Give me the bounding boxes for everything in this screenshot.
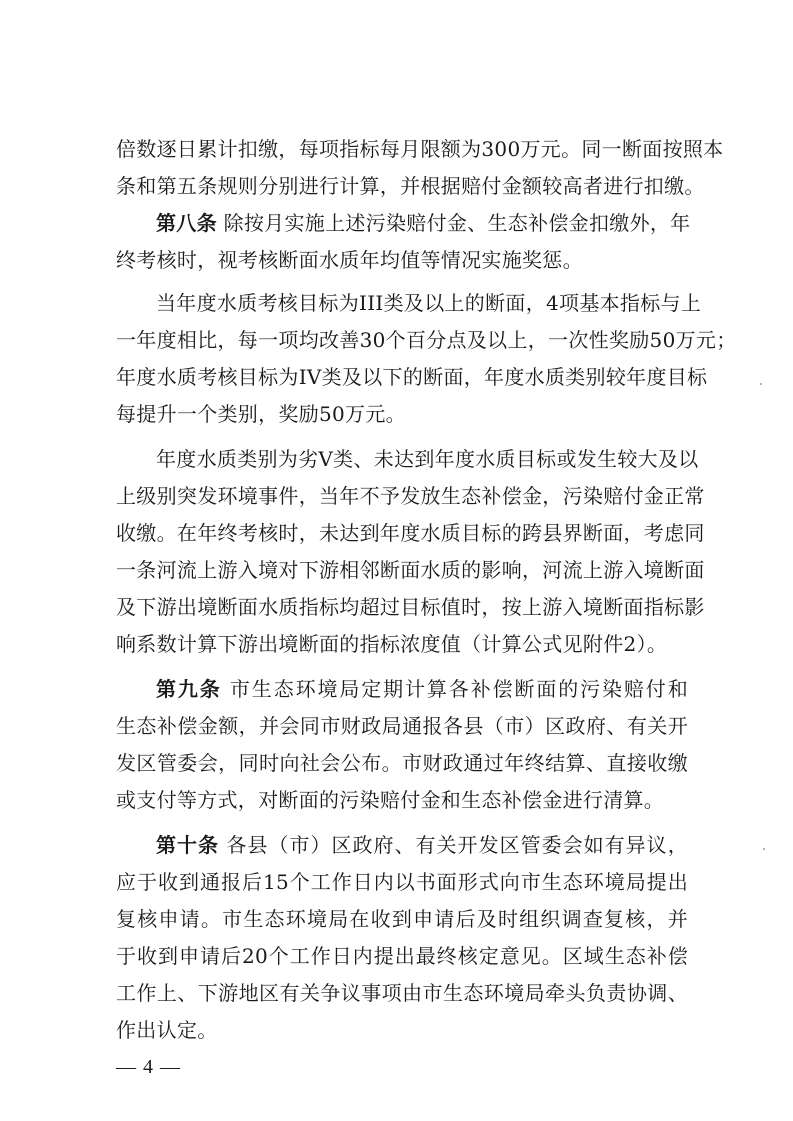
paragraph-line: 年度水质类别为劣V类、未达到年度水质目标或发生较大及以 <box>156 447 699 471</box>
article-8-line <box>156 208 691 238</box>
paragraph-line: 于收到申请后20个工作日内提出最终核定意见。区域生态补偿 <box>116 944 688 968</box>
article-10-heading: 第十条 <box>156 833 220 857</box>
paragraph-line: 年度水质考核目标为IV类及以下的断面，年度水质类别较年度目标 <box>116 365 708 389</box>
paragraph-line: 应于收到通报后15个工作日内以书面形式向市生态环境局提出 <box>116 870 688 894</box>
paragraph-line: 生态补偿金额，并会同市财政局通报各县（市）区政府、有关开 <box>116 714 688 738</box>
paragraph-line: 一条河流上游入境对下游相邻断面水质的影响，河流上游入境断面 <box>116 558 705 582</box>
paragraph-line: 条和第五条规则分别进行计算，并根据赔付金额较高者进行扣缴。 <box>116 174 705 198</box>
paragraph-line: 复核申请。市生态环境局在收到申请后及时组织调查复核，并 <box>116 907 688 931</box>
paragraph-line: 或支付等方式，对断面的污染赔付金和生态补偿金进行清算。 <box>116 788 665 812</box>
paragraph-line: 作出认定。 <box>116 1018 218 1042</box>
page-number: — 4 — <box>116 1056 181 1078</box>
paragraph-line: 响系数计算下游出境断面的指标浓度值（计算公式见附件2）。 <box>116 632 668 656</box>
scan-speck <box>763 848 765 850</box>
paragraph-line: 收缴。在年终考核时，未达到年度水质目标的跨县界断面，考虑同 <box>116 521 705 545</box>
paragraph-line: 一年度相比，每一项均改善30个百分点及以上，一次性奖励50万元； <box>116 328 737 352</box>
article-8-heading: 第八条 <box>156 211 217 235</box>
article-9-heading: 第九条 <box>156 677 222 701</box>
article-8-text: 除按月实施上述污染赔付金、生态补偿金扣缴外，年 <box>216 211 691 235</box>
article-10-line <box>156 830 688 860</box>
paragraph-line: 上级别突发环境事件，当年不予发放生态补偿金，污染赔付金正常 <box>116 484 705 508</box>
paragraph-line: 发区管委会，同时向社会公布。市财政通过年终结算、直接收缴 <box>116 751 688 775</box>
article-10-text: 各县（市）区政府、有关开发区管委会如有异议， <box>219 833 688 857</box>
article-9-text: 市生态环境局定期计算各补偿断面的污染赔付和 <box>221 677 688 701</box>
paragraph-line: 及下游出境断面水质指标均超过目标值时，按上游入境断面指标影 <box>116 595 705 619</box>
paragraph-line: 倍数逐日累计扣缴，每项指标每月限额为300万元。同一断面按照本 <box>116 137 724 161</box>
paragraph-line: 当年度水质考核目标为III类及以上的断面，4项基本指标与上 <box>156 291 702 315</box>
paragraph-line: 终考核时，视考核断面水质年均值等情况实施奖惩。 <box>116 248 583 272</box>
paragraph-line: 工作上、下游地区有关争议事项由市生态环境局牵头负责协调、 <box>116 981 688 1005</box>
scan-speck <box>760 383 762 385</box>
paragraph-line: 每提升一个类别，奖励50万元。 <box>116 402 406 426</box>
article-9-line <box>156 674 688 704</box>
